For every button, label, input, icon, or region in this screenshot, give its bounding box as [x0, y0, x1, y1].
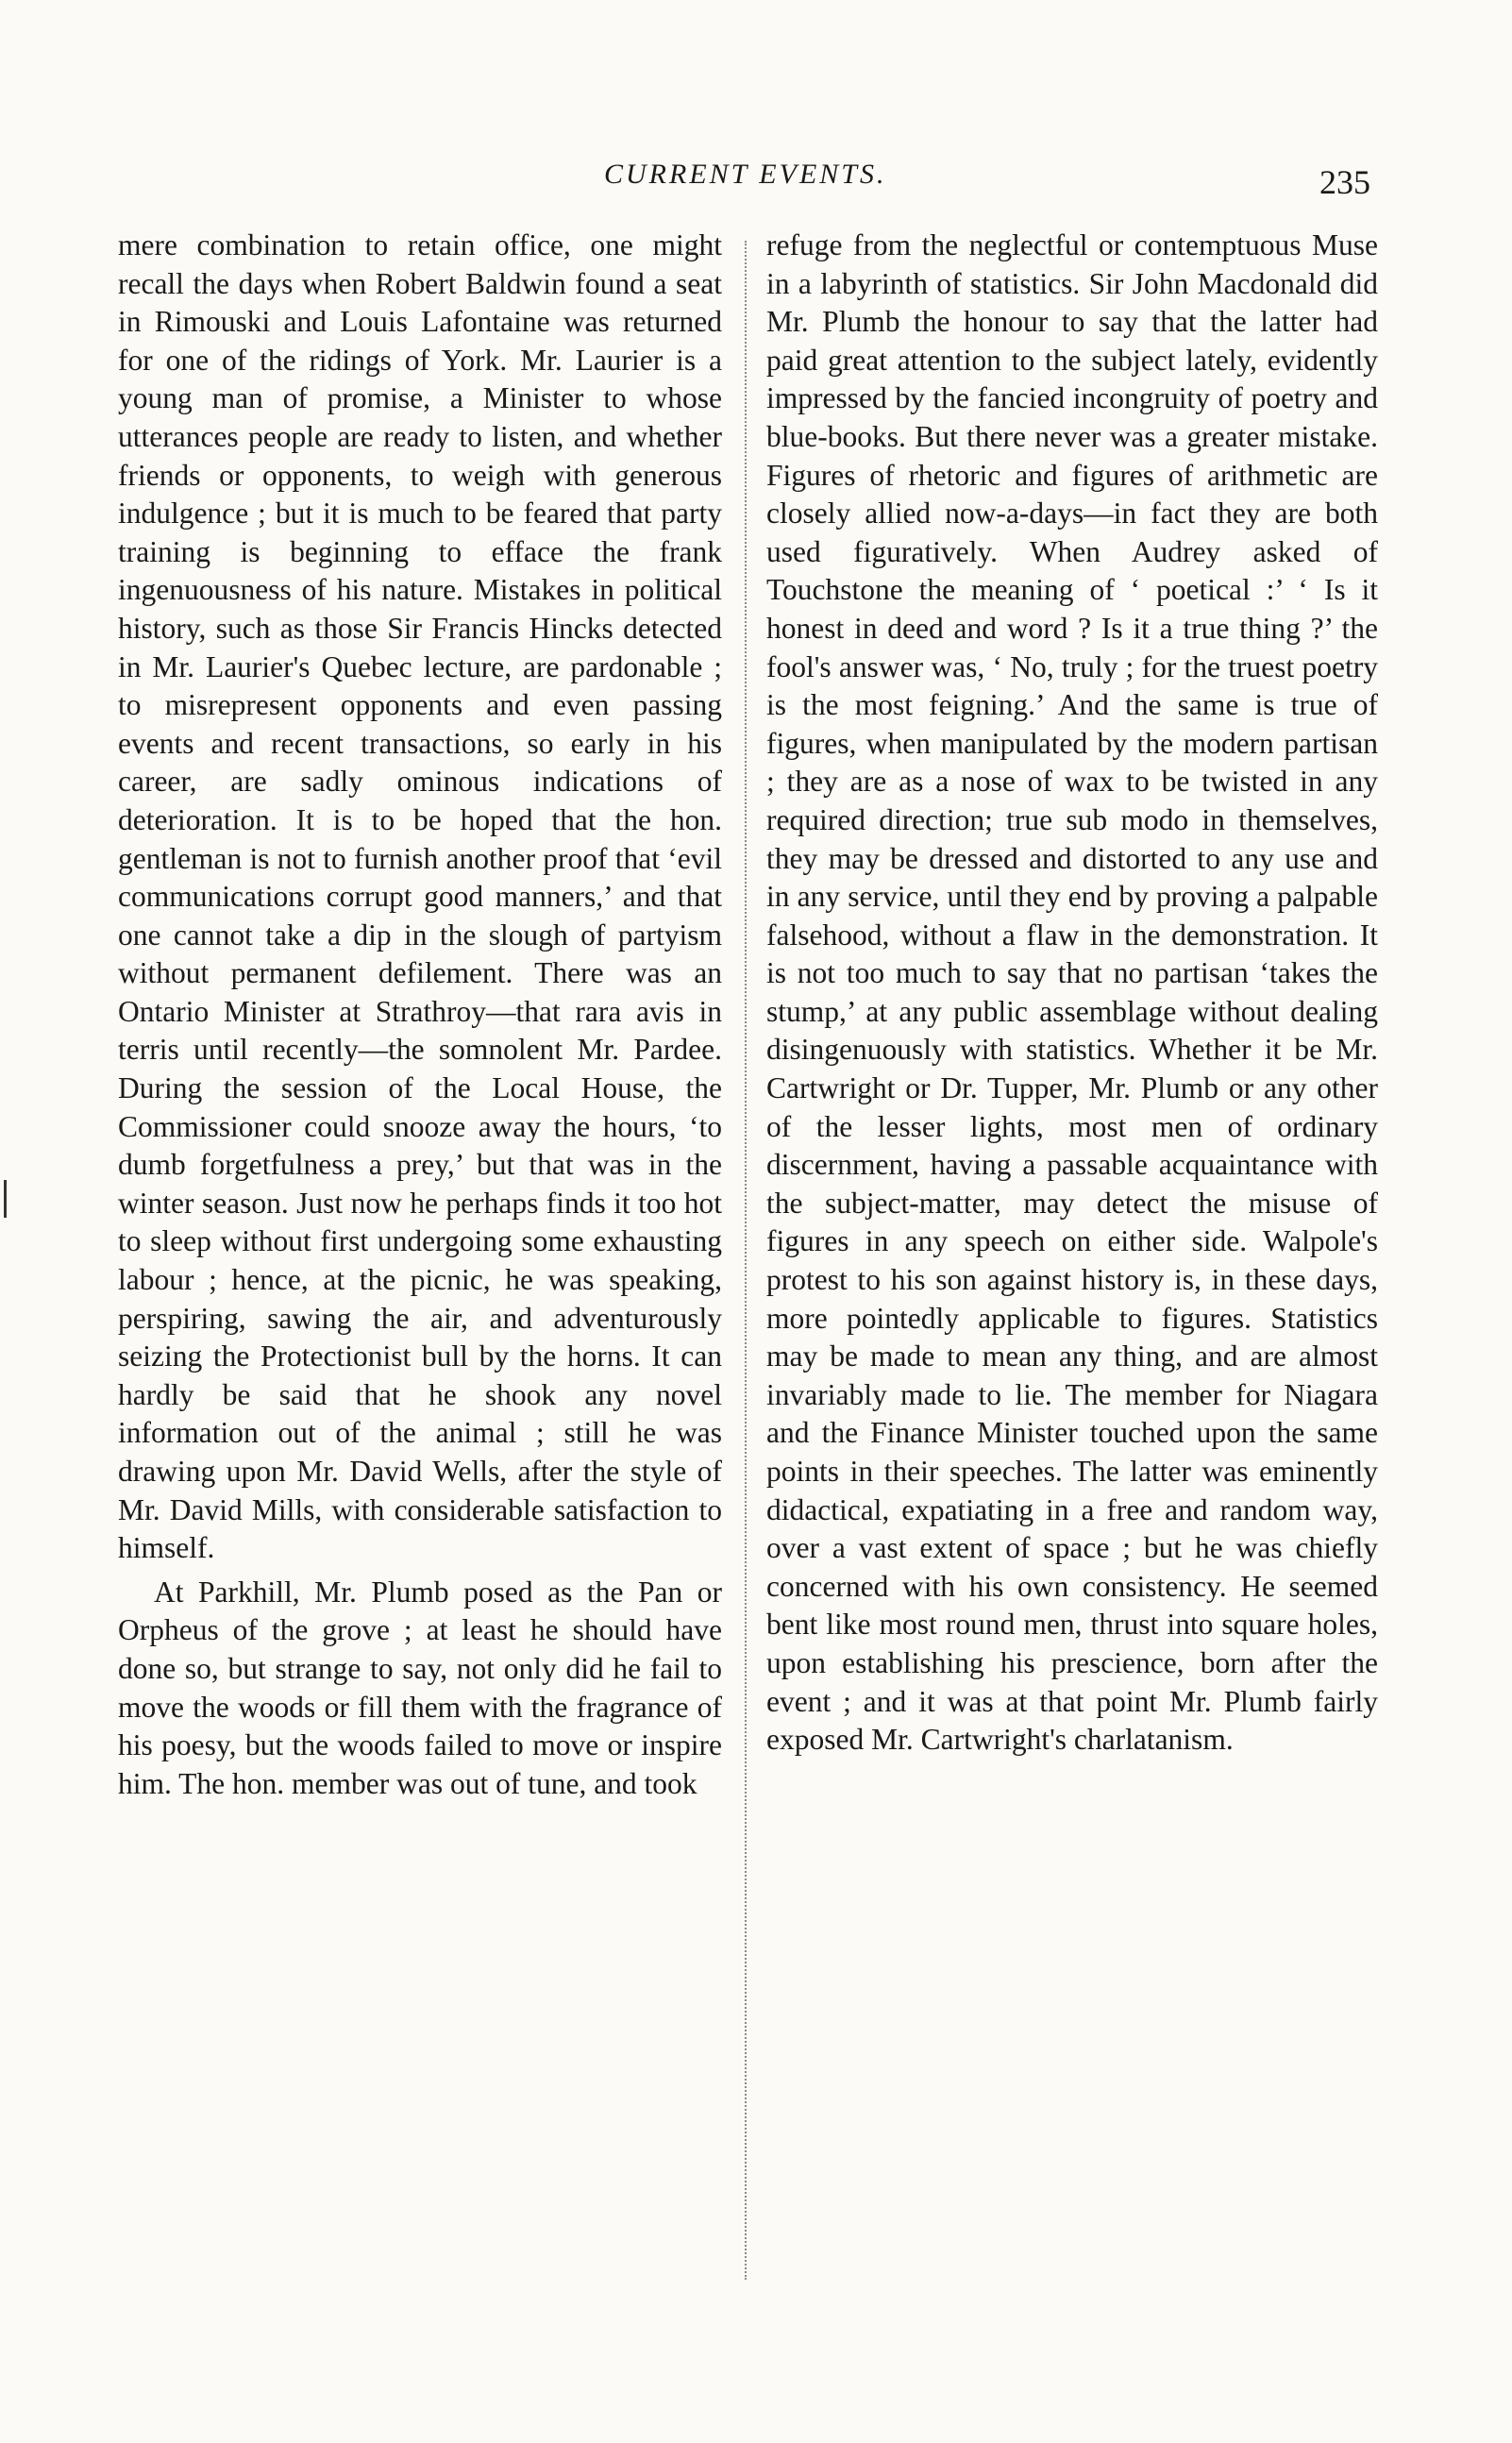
- page-number: 235: [1319, 163, 1370, 201]
- left-column: [118, 227, 722, 1803]
- left-paragraph-2: At Parkhill, Mr. Plumb posed as the Pan or Orpheus of the grove ; at least he should have done so, but strange to say, not only did he fail to move the woods or fill them with the fragrance of his poesy, but the woods failed to move or inspire him. The hon. member was out of tune, and took: [118, 1575, 722, 1800]
- scan-edge-mark: [4, 1180, 7, 1218]
- right-paragraph-1: refuge from the neglectful or contemptuous Muse in a labyrinth of statistics. Sir John Macdonald did Mr. Plumb the honour to say that the latter had paid great attention to the subject lately, evidently impressed by the fancied incongruity of poetry and blue-books. But there never was a greater mistake. Figures of rhetoric and figures of arithmetic are closely allied now-a-days—in fact they are both used figuratively. When Audrey asked of Touchstone the meaning of ‘ poetical :’ ‘ Is it honest in deed and word ? Is it a true thing ?’ the fool's answer was, ‘ No, truly ; for the truest poetry is the most feigning.’ And the same is true of figures, when manipulated by the modern partisan ; they are as a nose of wax to be twisted in any required direction; true sub modo in themselves, they may be dressed and distorted to any use and in any service, until they end by proving a palpable falsehood, without a flaw in the demonstration. It is not too much to say that no partisan ‘takes the stump,’ at any public assemblage without dealing disingenuously with statistics. Whether it be Mr. Cartwright or Dr. Tupper, Mr. Plumb or any other of the lesser lights, most men of ordinary discernment, having a passable acquaintance with the subject-matter, may detect the misuse of figures in any speech on either side. Walpole's protest to his son against history is, in these days, more pointedly applicable to figures. Statistics may be made to mean any thing, and are almost invariably made to lie. The member for Niagara and the Finance Minister touched upon the same points in their speeches. The latter was eminently didactical, expatiating in a free and random way, over a vast extent of space ; but he was chiefly concerned with his own consistency. He seemed bent like most round men, thrust into square holes, upon establishing his prescience, born after the event ; and it was at that point Mr. Plumb fairly exposed Mr. Cartwright's charlatanism.: [766, 228, 1378, 1757]
- right-column: [766, 227, 1378, 1760]
- running-title: CURRENT EVENTS.: [604, 159, 887, 190]
- left-paragraph-1: mere combination to retain office, one might recall the days when Robert Baldwin found a seat in Rimouski and Louis Lafontaine was returned for one of the ridings of York. Mr. Laurier is a young man of promise, a Minister to whose utterances people are ready to listen, and whether friends or opponents, to weigh with generous indulgence ; but it is much to be feared that party training is beginning to efface the frank ingenuousness of his nature. Mistakes in political history, such as those Sir Francis Hincks detected in Mr. Laurier's Quebec lecture, are pardonable ; to misrepresent opponents and even passing events and recent transactions, so early in his career, are sadly ominous indications of deterioration. It is to be hoped that the hon. gentleman is not to furnish another proof that ‘evil communications corrupt good manners,’ and that one cannot take a dip in the slough of partyism without permanent defilement. There was an Ontario Minister at Strathroy—that rara avis in terris until recently—the somnolent Mr. Pardee. During the session of the Local House, the Commissioner could snooze away the hours, ‘to dumb forgetfulness a prey,’ but that was in the winter season. Just now he perhaps finds it too hot to sleep without first undergoing some exhausting labour ; hence, at the picnic, he was speaking, perspiring, sawing the air, and adventurously seizing the Protectionist bull by the horns. It can hardly be said that he shook any novel information out of the animal ; still he was drawing upon Mr. David Wells, after the style of Mr. David Mills, with considerable satisfaction to himself.: [118, 228, 722, 1565]
- column-divider: [745, 241, 747, 2280]
